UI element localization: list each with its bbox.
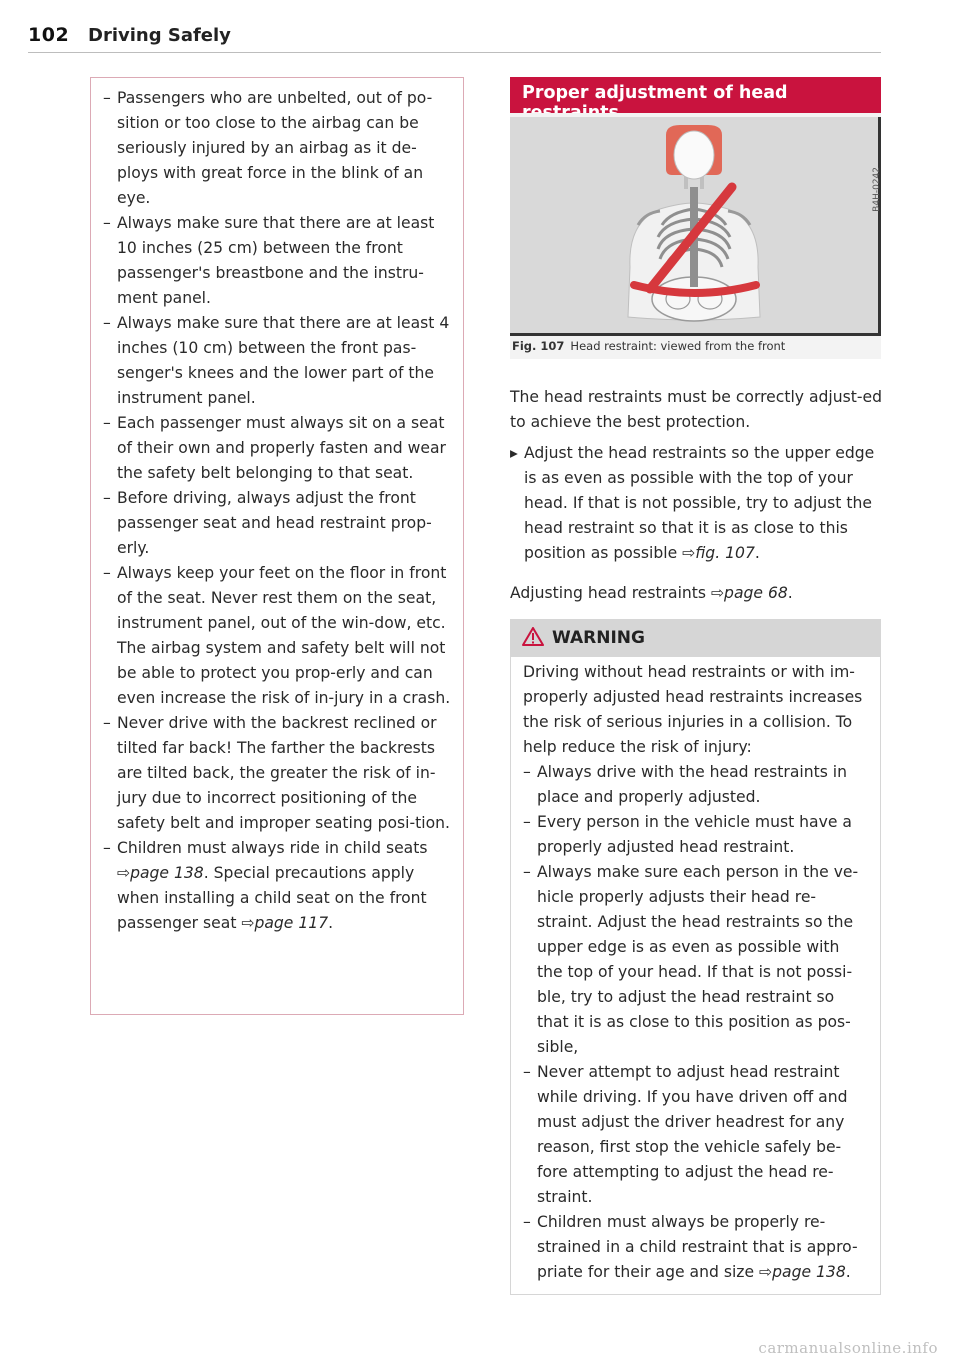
- figure-code: B4H-0242: [872, 167, 882, 212]
- list-item-text: Children must always ride in child seats: [117, 839, 428, 857]
- page-header: [28, 22, 881, 53]
- section-title: Driving Safely: [88, 25, 231, 46]
- list-item: – Passengers who are unbelted, out of po-sition or too close to the airbag can be seriously injured by an airbag as it de-ploys with great force in the blink of an eye.: [103, 86, 451, 211]
- list-item: – Always drive with the head restraints in place and properly adjusted.: [523, 760, 868, 810]
- list-item: – Before driving, always adjust the front passenger seat and head restraint prop-erly.: [103, 486, 451, 561]
- list-item-text: .: [328, 914, 334, 932]
- list-item: [103, 836, 451, 936]
- warning-list: [523, 760, 868, 1285]
- list-item: – Never attempt to adjust head restraint while driving. If you have driven off and must adjust the driver headrest for any reason, first stop the vehicle safely be-fore attempting to adjust the head re-straint.: [523, 1060, 868, 1210]
- figure-container: [510, 113, 881, 359]
- page-link[interactable]: ⇨page 138: [117, 864, 204, 882]
- list-item: – Every person in the vehicle must have a properly adjusted head restraint.: [523, 810, 868, 860]
- adjust-reference: [510, 581, 882, 606]
- step-marker-icon: ▸: [510, 444, 518, 462]
- list-item: – Always keep your feet on the floor in front of the seat. Never rest them on the seat, instrument panel, out of the win-dow, etc. The airbag system and safety belt will not be able to protect you prop-erly and can even increase the risk of in-jury in a crash.: [103, 561, 451, 711]
- watermark: carmanualsonline.info: [758, 1339, 938, 1357]
- step-text: Adjust the head restraints so the upper edge is as even as possible with the top of your head. If that is not possible, try to adjust the head restraint so that it is as close to this position as possible: [524, 444, 875, 562]
- list-item: [523, 1210, 868, 1285]
- warning-triangle-icon: [522, 627, 544, 646]
- list-item-text-end: .: [845, 1263, 851, 1281]
- page-link[interactable]: ⇨page 117: [241, 914, 329, 932]
- warning-title: WARNING: [552, 628, 645, 648]
- adjust-text: Adjusting head restraints: [510, 584, 711, 602]
- warning-intro: Driving without head restraints or with im-properly adjusted head restraints increases the risk of serious injuries in a collision. To help reduce the risk of injury:: [523, 663, 863, 756]
- adjust-text-end: .: [787, 584, 793, 602]
- list-item-text: . Special precautions apply when installing a child seat on the front passenger seat: [117, 864, 427, 932]
- list-item: – Always make sure each person in the ve-hicle properly adjusts their head re-straint. Adjust the head restraints so the upper edge is as even as possible with the top of your head. If that is not possi-ble, try to adjust the head restraint so that it is as close to this position as pos-sible,: [523, 860, 868, 1060]
- list-item: – Never drive with the backrest reclined or tilted far back! The farther the backrests are tilted back, the greater the risk of in-jury due to incorrect positioning of the safety belt and improper seating posi-tion.: [103, 711, 451, 836]
- warning-header: [510, 619, 881, 657]
- intro-paragraph: The head restraints must be correctly adjust-ed to achieve the best protection.: [510, 388, 882, 431]
- instruction-step: [510, 441, 882, 566]
- list-item: – Always make sure that there are at least 4 inches (10 cm) between the front pas-senger's knees and the lower part of the instrument panel.: [103, 311, 451, 411]
- list-item: – Always make sure that there are at least 10 inches (25 cm) between the front passenger's breastbone and the instru-ment panel.: [103, 211, 451, 311]
- section-heading: Proper adjustment of head: [510, 77, 881, 113]
- figure-label: Fig. 107: [512, 339, 565, 353]
- figure-caption-text: Head restraint: viewed from the front: [570, 339, 786, 353]
- list-item: – Each passenger must always sit on a seat of their own and properly fasten and wear the safety belt belonging to that seat.: [103, 411, 451, 486]
- warning-box: [510, 657, 881, 1295]
- skeleton-illustration: [510, 117, 878, 333]
- list-item-text: Children must always be properly re-strained in a child restraint that is appro-priate for their age and size: [537, 1213, 858, 1281]
- figure-link[interactable]: ⇨fig. 107: [682, 544, 755, 562]
- safety-notes-box: [90, 77, 464, 1015]
- page-link[interactable]: ⇨page 68: [710, 584, 788, 602]
- figure-caption: [512, 339, 785, 353]
- head-restraint-figure: [510, 117, 881, 336]
- page-link[interactable]: ⇨page 138: [759, 1263, 846, 1281]
- page-number: 102: [28, 24, 70, 46]
- safety-notes-list: [103, 86, 451, 936]
- step-text-end: .: [754, 544, 760, 562]
